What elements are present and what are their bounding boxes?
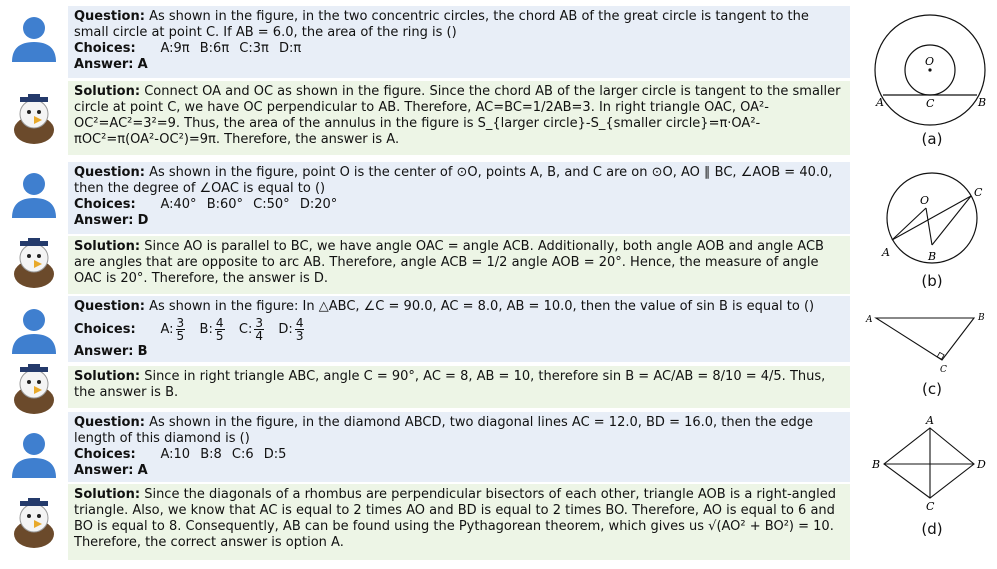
user-avatar-icon [8,12,60,64]
label-C: C [926,97,935,110]
eagle-mascot-icon [8,92,60,144]
figure-caption: (a) [921,130,943,148]
choices-label: Choices: [74,447,136,462]
choice: C:6 [231,447,254,462]
label-B: B [978,96,987,109]
eagle-mascot-icon [8,362,60,414]
choice: B:60° [206,197,244,212]
choice: D:π [279,41,302,56]
user-avatar-icon [8,168,60,220]
choice: C: $\frac{3}{4}$ [238,316,264,343]
solution-text: Since AO is parallel to BC, we have angle OAC = angle ACB. Additionally, both angle AOB and angle ACB are angles that are opposite to arc AB. Therefore, angle ACB = 1/2 angle AOB = 20°. Hence, the measure of angle OAC is 20°. Therefore, the answer is D. [74,239,824,286]
solution-label: Solution: [74,487,141,502]
choice: A:9π [160,41,190,56]
choice: A:10 [160,447,191,462]
choices-label: Choices: [74,41,136,56]
choice: B:8 [200,447,222,462]
choices-row [74,447,844,463]
solution-label: Solution: [74,239,141,254]
eagle-mascot-icon [8,236,60,288]
label-B: B [872,458,881,471]
answer-label: Answer: [74,463,134,478]
answer-label: Answer: [74,57,134,72]
choices-row [74,317,844,342]
question-text: As shown in the figure, point O is the center of ⊙O, points A, B, and C are on ⊙O, AO ∥ BC, ∠AOB = 40.0, then the degree of ∠OAC is equal to () [74,165,833,196]
solution-text: Connect OA and OC as shown in the figure. Since the chord AB of the larger circle is tangent to the smaller circle at point C, we have OC perpendicular to AB. Therefore, AC=BC=1/2AB=3. In right triangle OAC, OA²-OC²=AC²=3²=9. Thus, the area of the annulus in the figure is S_{larger circle}-S_{smaller circle}=π·OA²-πOC²=π(OA²-OC²)=9π. Therefore, the answer is A. [74,84,841,147]
choice: D:5 [263,447,287,462]
label-B: B [928,250,937,263]
user-avatar-icon [8,428,60,480]
figure-b-circle-chords [870,170,995,270]
answer-label: Answer: [74,213,134,228]
choice: B:6π [199,41,230,56]
question-label: Question: [74,299,145,314]
solution-box [68,236,850,294]
question-label: Question: [74,165,145,180]
answer-label: Answer: [74,344,134,359]
label-B: B [978,313,985,323]
question-text: As shown in the figure, in the two concentric circles, the chord AB of the great circle is tangent to the small circle at point C. If AB = 6.0, the area of the ring is () [74,9,809,40]
answer-value: D [137,213,149,228]
figure-caption: (c) [922,380,942,398]
label-O: O [920,194,930,207]
label-C: C [974,186,983,199]
choice: B: $\frac{4}{5}$ [199,316,224,343]
figure-caption: (d) [921,520,943,538]
choice: C:3π [239,41,269,56]
choice: D:20° [299,197,338,212]
choices-row [74,41,844,57]
figure-d-rhombus [864,414,997,514]
solution-box [68,484,850,560]
label-A: A [926,414,934,427]
question-text: As shown in the figure: In △ABC, ∠C = 90.0, AC = 8.0, AB = 10.0, then the value of sin B is equal to () [149,299,815,314]
question-box [68,296,850,362]
solution-text: Since the diagonals of a rhombus are perpendicular bisectors of each other, triangle AOB is a right-angled triangle. Also, we know that AC is equal to 2 times AO and BD is equal to 2 times BO. Therefore, AO is equal to 6 and BO is equal to 8. Consequently, AB can be found using the Pythagorean theorem, which gives us √(AO² + BO²) = 10. Therefore, the correct answer is option A. [74,487,836,550]
solution-label: Solution: [74,369,141,384]
solution-text: Since in right triangle ABC, angle C = 90°, AC = 8, AB = 10, therefore sin B = AC/AB = 8/10 = 4/5. Thus, the answer is B. [74,369,826,400]
figure-a-concentric-circles [868,8,993,130]
label-A: A [882,246,890,259]
question-box [68,412,850,482]
label-D: D [977,458,986,471]
choice: A: $\frac{3}{5}$ [160,316,185,343]
eagle-mascot-icon [8,496,60,548]
question-box [68,162,850,234]
answer-value: B [137,344,148,359]
choices-row [74,197,844,213]
answer-value: A [137,57,148,72]
solution-box [68,81,850,155]
solution-label: Solution: [74,84,141,99]
figure-caption: (b) [921,272,943,290]
choices-label: Choices: [74,197,136,212]
label-O: O [925,55,935,68]
question-label: Question: [74,415,145,430]
question-label: Question: [74,9,145,24]
user-avatar-icon [8,304,60,356]
choices-label: Choices: [74,322,136,337]
question-text: As shown in the figure, in the diamond ABCD, two diagonal lines AC = 12.0, BD = 16.0, then the edge length of this diamond is () [74,415,813,446]
label-A: A [876,96,884,109]
label-A: A [866,315,873,325]
question-box [68,6,850,78]
choice: A:40° [160,197,197,212]
choice: C:50° [253,197,290,212]
label-C: C [940,365,947,375]
label-C: C [926,500,935,513]
solution-box [68,366,850,408]
answer-value: A [137,463,148,478]
figure-c-right-triangle [862,306,997,376]
choice: D: $\frac{4}{3}$ [278,316,304,343]
